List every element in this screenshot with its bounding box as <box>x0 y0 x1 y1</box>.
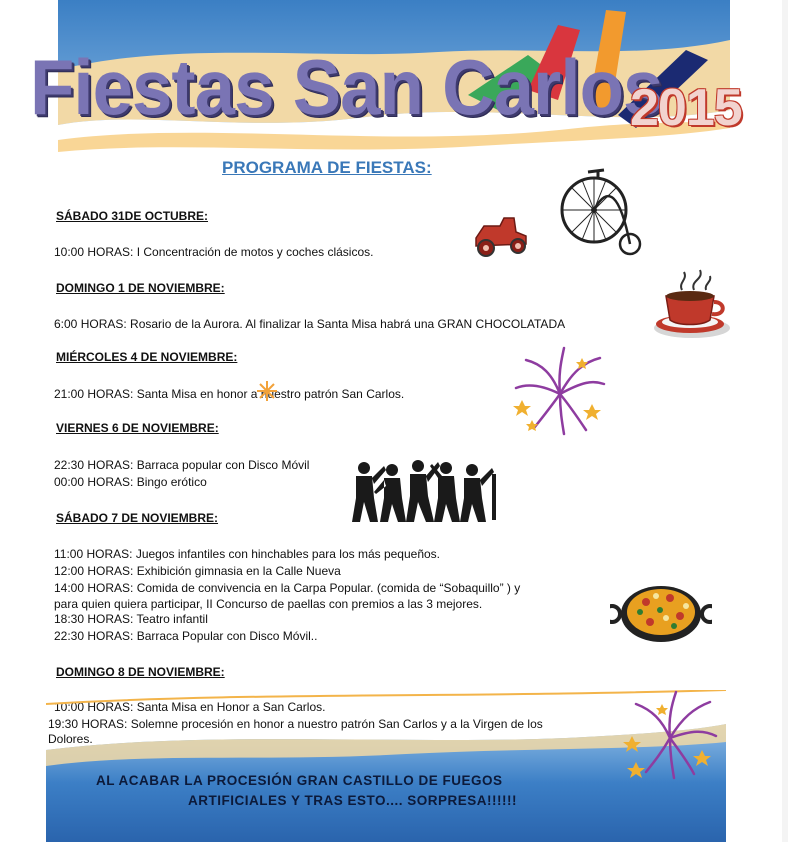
event-line: 6:00 HORAS: Rosario de la Aurora. Al finalizar la Santa Misa habrá una GRAN CHOCOLATADA <box>54 317 566 331</box>
day-heading: DOMINGO 1 DE NOVIEMBRE: <box>56 281 225 295</box>
event-line: 22:30 HORAS: Barraca popular con Disco Móvil <box>54 458 310 472</box>
event-line: 12:00 HORAS: Exhibición gimnasia en la Calle Nueva <box>54 564 341 578</box>
event-line: 19:30 HORAS: Solemne procesión en honor a nuestro patrón San Carlos y a la Virgen de los <box>48 717 543 731</box>
event-line: 10:00 HORAS: I Concentración de motos y coches clásicos. <box>54 245 374 259</box>
hot-chocolate-icon <box>650 266 740 344</box>
day-heading: SÁBADO 7 DE NOVIEMBRE: <box>56 511 219 525</box>
closing-line: ARTIFICIALES Y TRAS ESTO.... SORPRESA!!!!!! <box>188 793 518 808</box>
day-heading: DOMINGO 8 DE NOVIEMBRE: <box>56 665 225 679</box>
event-line: 22:30 HORAS: Barraca Popular con Disco Móvil.. <box>54 629 318 643</box>
penny-farthing-icon <box>558 164 646 258</box>
toy-car-icon <box>470 208 532 260</box>
fireworks-icon <box>622 690 718 780</box>
event-line: 11:00 HORAS: Juegos infantiles con hinchables para los más pequeños. <box>54 547 441 561</box>
day-heading: VIERNES 6 DE NOVIEMBRE: <box>56 421 219 435</box>
program-heading: PROGRAMA DE FIESTAS: <box>222 158 432 177</box>
sparkle-icon <box>256 380 278 402</box>
year-label: 2015 <box>630 79 742 137</box>
event-line: 21:00 HORAS: Santa Misa en honor a nuestro patrón San Carlos. <box>54 387 405 401</box>
day-heading: MIÉRCOLES 4 DE NOVIEMBRE: <box>56 350 238 364</box>
page-title: Fiestas San Carlos <box>30 43 663 131</box>
fireworks-icon <box>512 344 608 438</box>
scan-edge <box>782 0 788 842</box>
event-line: para quien quiera participar, II Concurso de paellas con premios a las 3 mejores. <box>54 597 483 611</box>
paella-icon <box>610 578 712 648</box>
event-line: Dolores. <box>48 732 93 746</box>
event-line: 10:00 HORAS: Santa Misa en Honor a San Carlos. <box>54 700 326 714</box>
day-heading: SÁBADO 31DE OCTUBRE: <box>56 209 209 223</box>
event-line: 14:00 HORAS: Comida de convivencia en la Carpa Popular. (comida de “Sobaquillo” ) y <box>54 581 521 595</box>
event-line: 00:00 HORAS: Bingo erótico <box>54 475 207 489</box>
dancers-icon <box>348 458 500 524</box>
closing-line: AL ACABAR LA PROCESIÓN GRAN CASTILLO DE FUEGOS <box>96 773 503 788</box>
event-line: 18:30 HORAS: Teatro infantil <box>54 612 208 626</box>
